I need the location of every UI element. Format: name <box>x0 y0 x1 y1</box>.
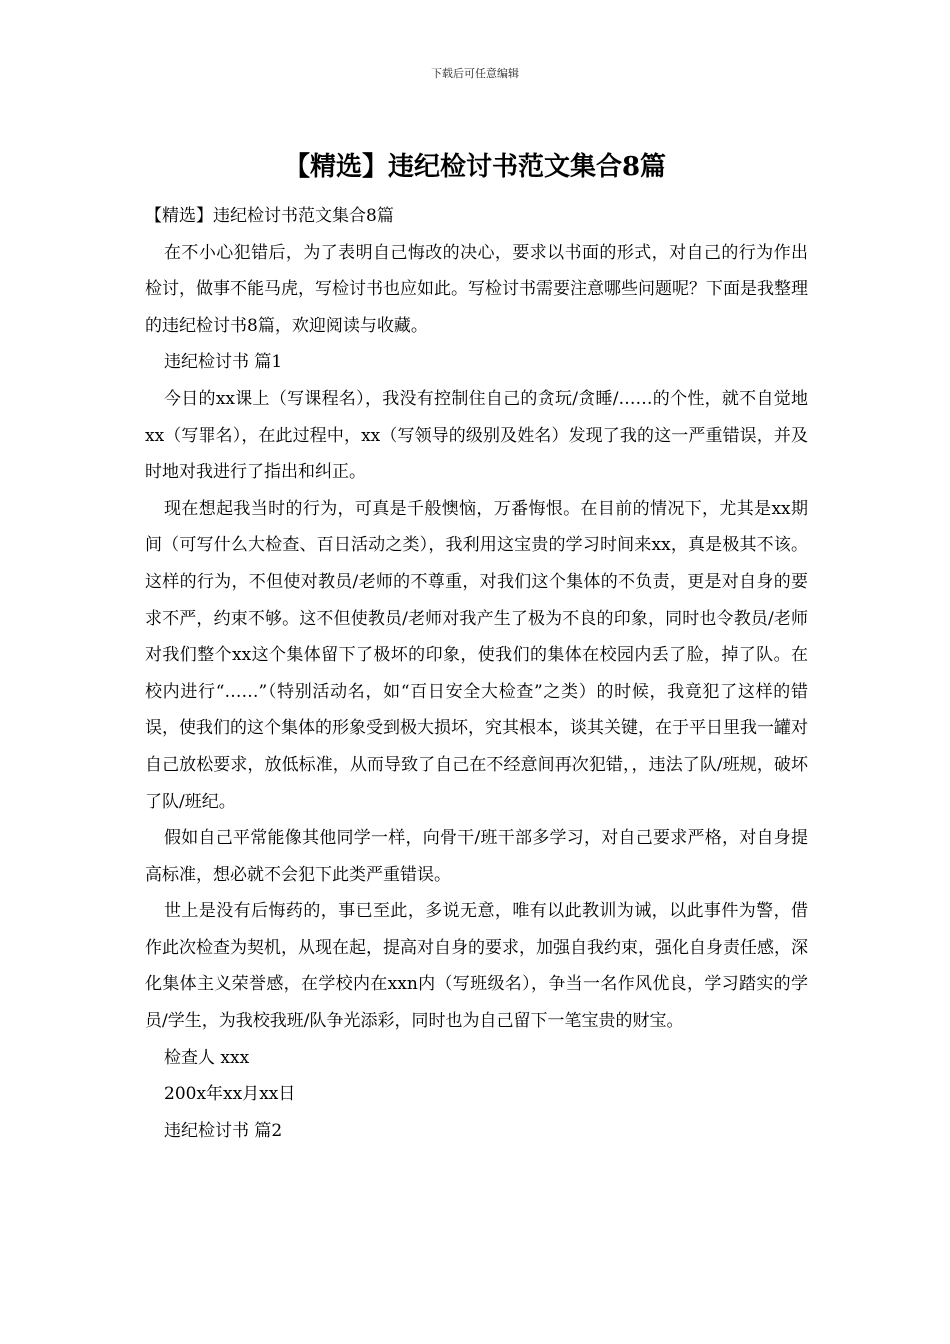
body-paragraph: 假如自己平常能像其他同学一样，向骨干/班干部多学习，对自己要求严格，对自身提高标准，想必就不会犯下此类严重错误。 <box>145 828 808 885</box>
section-heading-2: 违纪检讨书 篇2 <box>164 1120 283 1141</box>
body-paragraph: 今日的xx课上（写课程名），我没有控制住自己的贪玩/贪睡/……的个性，就不自觉地xx（写罪名），在此过程中，xx（写领导的级别及姓名）发现了我的这一严重错误，并及时地对我进行了指出和纠正。 <box>145 388 808 483</box>
signature-line: 检查人 xxx <box>164 1047 250 1068</box>
section-heading-1: 违纪检讨书 篇1 <box>164 352 283 373</box>
subtitle-line: 【精选】违纪检讨书范文集合8篇 <box>145 206 394 226</box>
body-paragraph: 现在想起我当时的行为，可真是千般懊恼，万番悔恨。在目前的情况下，尤其是xx期间（可写什么大检查、百日活动之类），我利用这宝贵的学习时间来xx，真是极其不该。这样的行为，不但使对教员/老师的不尊重，对我们这个集体的不负责，更是对自身的要求不严，约束不够。这不但使教员/老师对我产生了极为不良的印象，同时也令教员/老师对我们整个xx这个集体留下了极坏的印象，使我们的集体在校园内丢了脸，掉了队。在校内进行“……”（特别活动名，如“百日安全大检查”之类）的时候，我竟犯了这样的错误，使我们的这个集体的形象受到极大损坏，究其根本，谈其关键，在于平日里我一罐对自己放松要求，放低标准，从而导致了自己在不经意间再次犯错，，违法了队/班规，破坏了队/班纪。 <box>145 498 808 812</box>
date-line: 200x年xx月xx日 <box>164 1084 296 1105</box>
document-body <box>145 198 808 1149</box>
page-header-note: 下载后可任意编辑 <box>431 67 519 80</box>
body-paragraph: 世上是没有后悔药的，事已至此，多说无意，唯有以此教训为诫，以此事件为警，借作此次检查为契机，从现在起，提高对自身的要求，加强自我约束，强化自身责任感，深化集体主义荣誉感，在学校内在xxn内（写班级名），争当一名作风优良，学习踏实的学员/学生，为我校我班/队争光添彩，同时也为自己留下一笔宝贵的财宝。 <box>145 901 808 1032</box>
intro-paragraph: 在不小心犯错后，为了表明自己悔改的决心，要求以书面的形式，对自己的行为作出检讨，做事不能马虎，写检讨书也应如此。写检讨书需要注意哪些问题呢？下面是我整理的违纪检讨书8篇，欢迎阅读与收藏。 <box>145 242 808 336</box>
document-title: 【精选】违纪检讨书范文集合8篇 <box>283 152 667 182</box>
